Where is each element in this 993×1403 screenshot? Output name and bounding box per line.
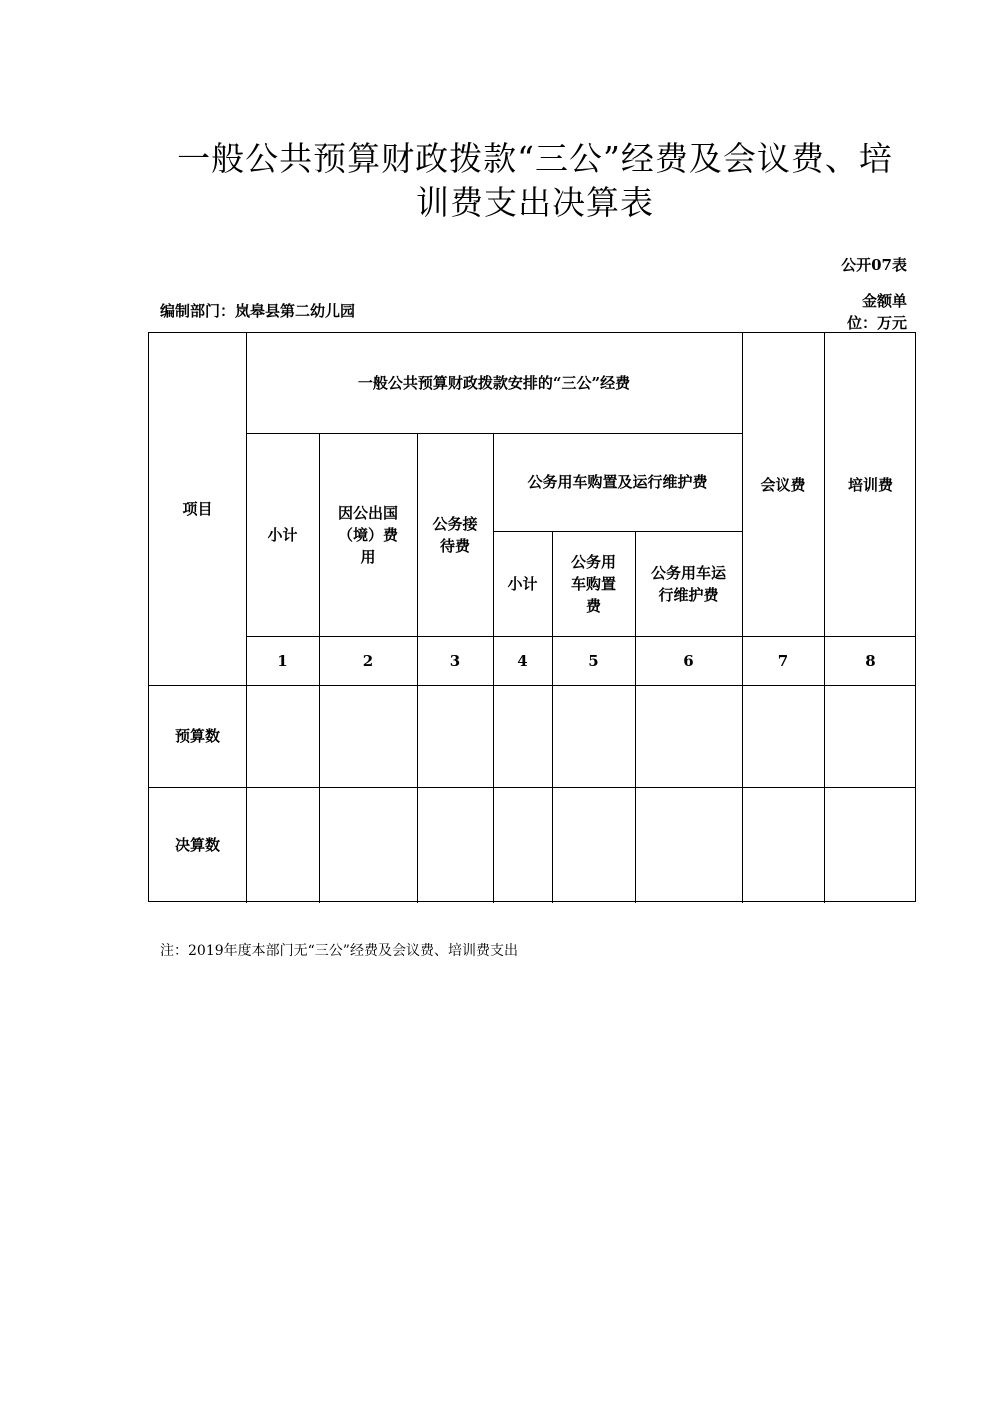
- header-reception: 公务接待费: [432, 514, 478, 555]
- header-meeting: 会议费: [760, 475, 806, 494]
- table-cell: [246, 787, 319, 903]
- amount-unit-line-2: 位：万元: [846, 314, 907, 332]
- table-cell: [417, 685, 493, 787]
- table-cell: [493, 685, 552, 787]
- table-cell: [742, 685, 824, 787]
- column-number: 5: [588, 651, 599, 670]
- row-label-final: 决算数: [174, 836, 220, 854]
- table-cell: [742, 787, 824, 903]
- department-label: 编制部门：岚皋县第二幼儿园: [160, 302, 356, 320]
- table-cell: [552, 685, 635, 787]
- table-cell: [319, 685, 417, 787]
- table-cell: [635, 685, 742, 787]
- amount-unit-line-1: 金额单: [861, 292, 907, 310]
- column-number: 7: [777, 651, 789, 670]
- document-title-line-2: 训费支出决算表: [416, 183, 654, 222]
- table-cell: [824, 787, 917, 903]
- column-number: 1: [277, 651, 288, 670]
- header-vehicle-group: 公务用车购置及运行维护费: [527, 473, 708, 491]
- column-number: 4: [517, 651, 528, 670]
- header-training: 培训费: [847, 475, 893, 494]
- table-cell: [246, 685, 319, 787]
- table-cell: [493, 787, 552, 903]
- expense-table: [148, 332, 916, 902]
- header-item: 项目: [182, 500, 213, 518]
- column-number: 3: [449, 651, 461, 670]
- table-cell: [552, 787, 635, 903]
- table-cell: [417, 787, 493, 903]
- table-code: 公开07表: [841, 256, 907, 274]
- footnote: 注：2019年度本部门无“三公”经费及会议费、培训费支出: [160, 943, 518, 959]
- header-vehicle-operation: 公务用车运行维护费: [651, 563, 727, 604]
- header-three-public-group: 一般公共预算财政拨款安排的“三公”经费: [357, 374, 631, 392]
- table-cell: [635, 787, 742, 903]
- header-vehicle-subtotal: 小计: [507, 574, 538, 593]
- header-subtotal: 小计: [267, 525, 298, 544]
- column-number: 8: [865, 651, 876, 670]
- column-number: 6: [683, 651, 694, 670]
- table-cell: [824, 685, 917, 787]
- column-number: 2: [362, 651, 374, 670]
- table-cell: [319, 787, 417, 903]
- row-label-budget: 预算数: [174, 727, 220, 745]
- document-title-line-1: 一般公共预算财政拨款“三公”经费及会议费、培: [177, 139, 893, 178]
- header-abroad: 因公出国（境）费用: [337, 503, 398, 566]
- header-vehicle-purchase: 公务用车购置费: [570, 552, 616, 615]
- amount-unit: [847, 290, 907, 334]
